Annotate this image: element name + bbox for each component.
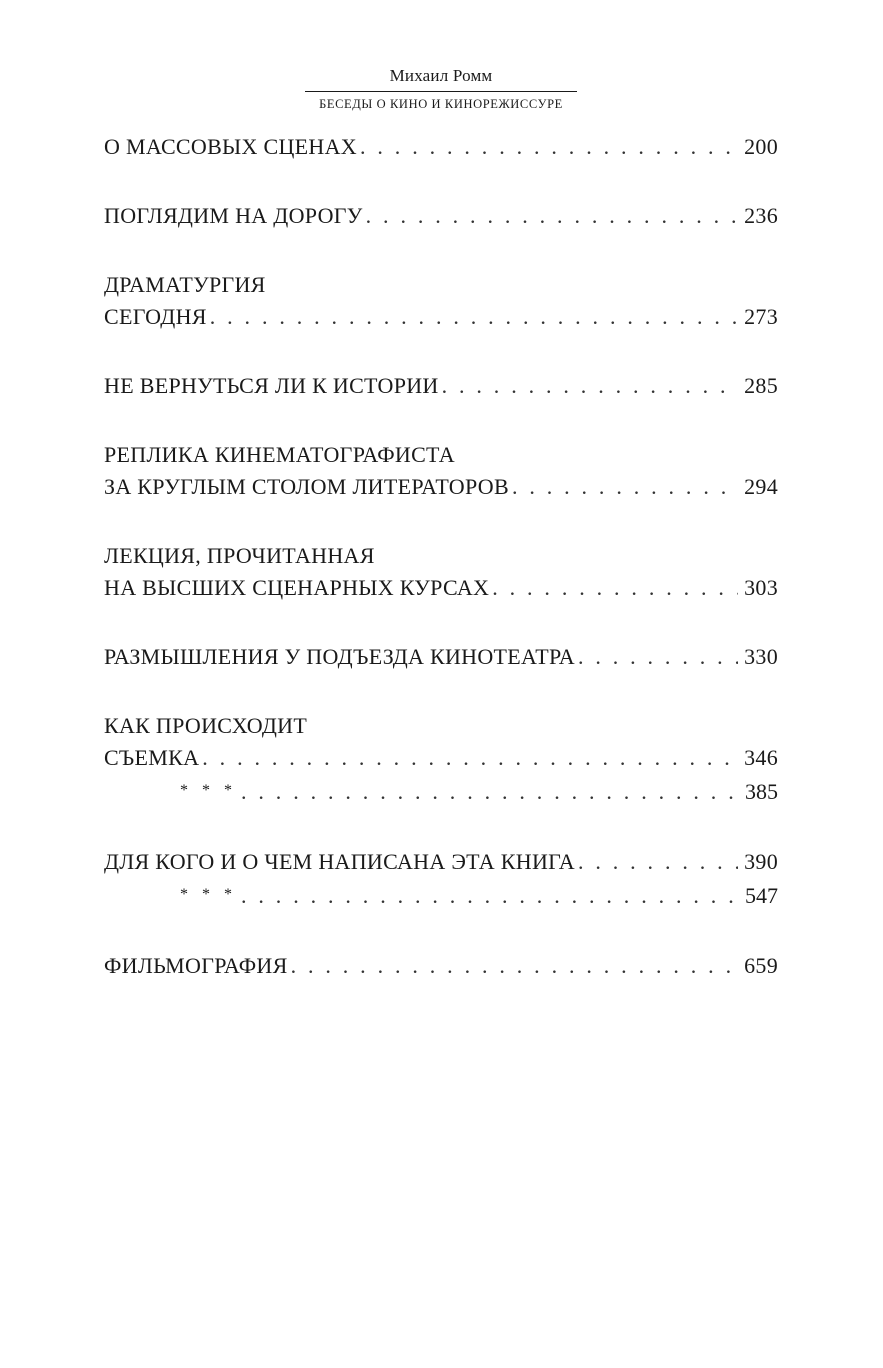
toc-entry[interactable] bbox=[104, 131, 778, 163]
toc-page-number: 330 bbox=[744, 644, 778, 669]
toc-line bbox=[104, 641, 778, 673]
toc-line bbox=[104, 950, 778, 982]
toc-page-number: 273 bbox=[744, 304, 778, 329]
toc-leader-dots bbox=[578, 641, 738, 673]
toc-subentry[interactable] bbox=[104, 878, 778, 913]
toc-leader-dots bbox=[241, 774, 739, 809]
toc-entry[interactable] bbox=[104, 370, 778, 402]
running-head-rule bbox=[305, 91, 577, 92]
toc-page-number: 659 bbox=[744, 953, 778, 978]
toc-leader-dots bbox=[210, 301, 738, 333]
table-of-contents bbox=[104, 131, 778, 1019]
toc-entry[interactable] bbox=[104, 439, 778, 503]
toc-entry-title: О МАССОВЫХ СЦЕНАХ bbox=[104, 134, 357, 159]
toc-entry[interactable] bbox=[104, 269, 778, 333]
toc-leader-dots bbox=[492, 572, 738, 604]
toc-entry-title-line: РЕПЛИКА КИНЕМАТОГРАФИСТА bbox=[104, 442, 455, 467]
toc-subentry[interactable] bbox=[104, 774, 778, 809]
toc-entry-title: ПОГЛЯДИМ НА ДОРОГУ bbox=[104, 203, 363, 228]
toc-entry-title: ДЛЯ КОГО И О ЧЕМ НАПИСАНА ЭТА КНИГА bbox=[104, 849, 575, 874]
toc-page-number: 303 bbox=[744, 575, 778, 600]
toc-page-number: 390 bbox=[744, 849, 778, 874]
toc-page-number: 385 bbox=[745, 779, 778, 804]
toc-line bbox=[104, 200, 778, 232]
toc-line bbox=[104, 846, 778, 878]
toc-entry[interactable] bbox=[104, 710, 778, 809]
toc-leader-dots bbox=[578, 846, 738, 878]
toc-entry-title: НЕ ВЕРНУТЬСЯ ЛИ К ИСТОРИИ bbox=[104, 373, 439, 398]
toc-entry-title-line: ЛЕКЦИЯ, ПРОЧИТАННАЯ bbox=[104, 543, 375, 568]
toc-line bbox=[104, 370, 778, 402]
toc-page-number: 200 bbox=[744, 134, 778, 159]
running-head-book-title: БЕСЕДЫ О КИНО И КИНОРЕЖИССУРЕ bbox=[319, 97, 563, 111]
toc-page-number: 346 bbox=[744, 745, 778, 770]
toc-line bbox=[104, 572, 778, 604]
toc-line bbox=[104, 131, 778, 163]
toc-entry[interactable] bbox=[104, 846, 778, 913]
toc-line bbox=[104, 301, 778, 333]
toc-entry-title: СЪЕМКА bbox=[104, 745, 200, 770]
toc-leader-dots bbox=[366, 200, 738, 232]
toc-page-number: 547 bbox=[745, 883, 778, 908]
toc-line bbox=[104, 742, 778, 774]
toc-page-number: 285 bbox=[744, 373, 778, 398]
toc-entry-title: НА ВЫСШИХ СЦЕНАРНЫХ КУРСАХ bbox=[104, 575, 490, 600]
toc-subentry-asterisks: * * * bbox=[180, 886, 237, 903]
toc-leader-dots bbox=[360, 131, 738, 163]
toc-line bbox=[104, 471, 778, 503]
toc-entry[interactable] bbox=[104, 950, 778, 982]
toc-leader-dots bbox=[241, 878, 739, 913]
toc-entry-title: РАЗМЫШЛЕНИЯ У ПОДЪЕЗДА КИНОТЕАТРА bbox=[104, 644, 575, 669]
toc-subentry-asterisks: * * * bbox=[180, 782, 237, 799]
toc-page-number: 236 bbox=[744, 203, 778, 228]
toc-leader-dots bbox=[512, 471, 738, 503]
toc-entry-title: ФИЛЬМОГРАФИЯ bbox=[104, 953, 288, 978]
toc-entry[interactable] bbox=[104, 200, 778, 232]
toc-entry-title-line: КАК ПРОИСХОДИТ bbox=[104, 713, 308, 738]
toc-entry-title: ЗА КРУГЛЫМ СТОЛОМ ЛИТЕРАТОРОВ bbox=[104, 474, 509, 499]
toc-entry-title-line: ДРАМАТУРГИЯ bbox=[104, 272, 266, 297]
toc-entry[interactable] bbox=[104, 641, 778, 673]
toc-leader-dots bbox=[291, 950, 739, 982]
toc-leader-dots bbox=[442, 370, 738, 402]
toc-entry[interactable] bbox=[104, 540, 778, 604]
toc-leader-dots bbox=[202, 742, 738, 774]
running-head-author: Михаил Ромм bbox=[389, 66, 493, 85]
toc-entry-title: СЕГОДНЯ bbox=[104, 304, 207, 329]
toc-page-number: 294 bbox=[744, 474, 778, 499]
running-head bbox=[305, 64, 577, 112]
